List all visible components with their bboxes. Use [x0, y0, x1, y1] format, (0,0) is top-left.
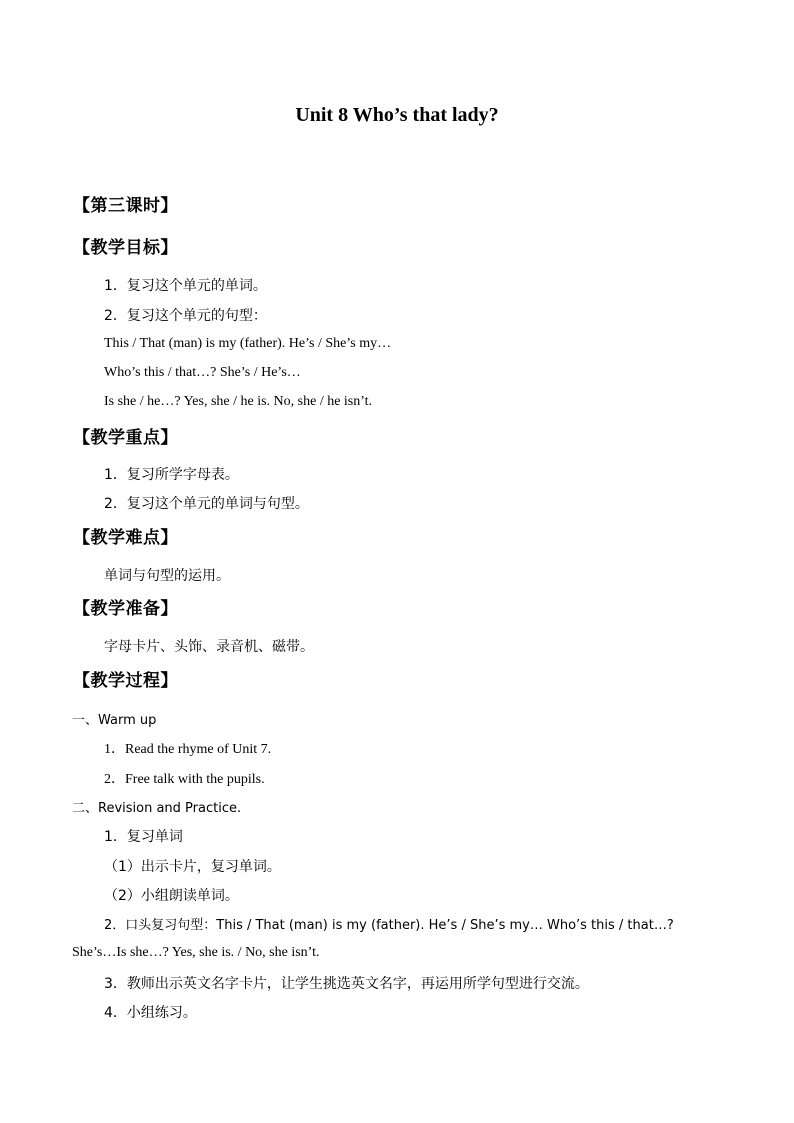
revision-sub-1: （1）出示卡片，复习单词。: [104, 859, 281, 875]
revision-item-2-line-2: She’s…Is she…? Yes, she is. / No, she isn’t.: [72, 945, 320, 960]
sentence-pattern-2: Who’s this / that…? She’s / He’s…: [104, 365, 301, 380]
key-points-heading: 【教学重点】: [73, 428, 178, 448]
warm-up-item-1: 1．Read the rhyme of Unit 7.: [104, 742, 272, 757]
lesson-heading: 【第三课时】: [73, 196, 178, 216]
revision-item-1: 1．复习单词: [104, 829, 183, 845]
objective-item-2: 2．复习这个单元的句型：: [104, 308, 267, 324]
revision-sub-2: （2）小组朗读单词。: [104, 888, 239, 904]
warm-up-item-2: 2．Free talk with the pupils.: [104, 772, 265, 787]
sentence-pattern-1: This / That (man) is my (father). He’s / She’s my…: [104, 336, 392, 351]
revision-item-4: 4．小组练习。: [104, 1005, 197, 1021]
preparation-heading: 【教学准备】: [73, 599, 178, 619]
difficulties-heading: 【教学难点】: [73, 528, 178, 548]
preparation-text: 字母卡片、头饰、录音机、磁带。: [104, 639, 314, 655]
process-heading: 【教学过程】: [73, 671, 178, 691]
revision-item-3: 3．教师出示英文名字卡片，让学生挑选英文名字，再运用所学句型进行交流。: [104, 976, 589, 992]
objective-item-1: 1．复习这个单元的单词。: [104, 278, 267, 294]
key-point-item-2: 2．复习这个单元的单词与句型。: [104, 496, 309, 512]
section-warm-up: 一、Warm up: [72, 713, 157, 728]
revision-item-2-line-1: 2．口头复习句型：This / That (man) is my (father). He’s / She’s my… Who’s this / that…?: [104, 918, 674, 933]
difficulties-text: 单词与句型的运用。: [104, 568, 230, 584]
objectives-heading: 【教学目标】: [73, 238, 178, 258]
section-revision: 二、Revision and Practice.: [72, 801, 242, 816]
sentence-pattern-3: Is she / he…? Yes, she / he is. No, she / he isn’t.: [104, 394, 373, 409]
document-title: Unit 8 Who’s that lady?: [295, 104, 499, 126]
key-point-item-1: 1．复习所学字母表。: [104, 467, 239, 483]
